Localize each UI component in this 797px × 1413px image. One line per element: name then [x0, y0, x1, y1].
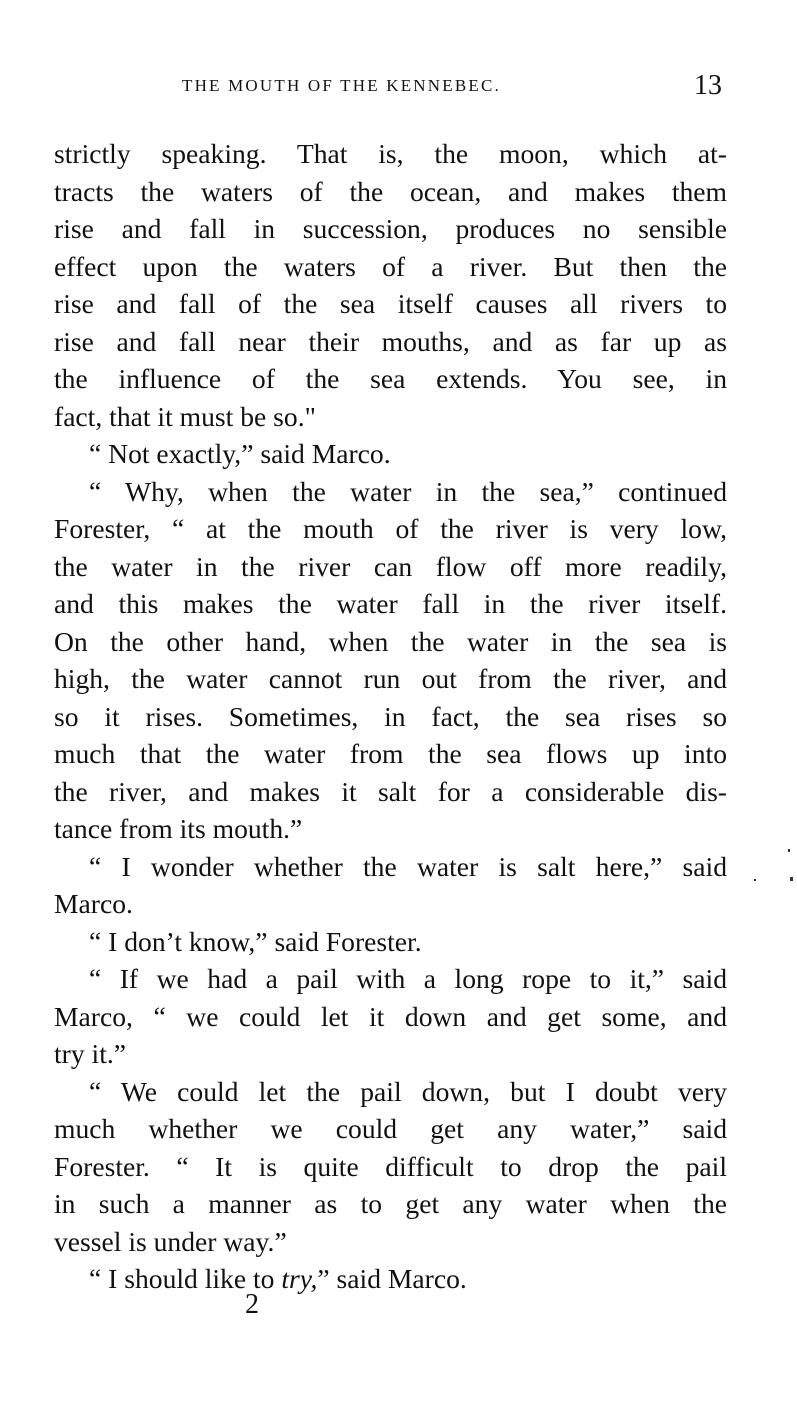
text-line: “ I don’t know,” said Forester.	[89, 925, 422, 957]
text-line: “ Not exactly,” said Marco.	[89, 438, 391, 469]
text-line: fact, that it must be so."	[54, 400, 316, 432]
text-line: so it rises. Sometimes, in fact, the sea rises so	[54, 700, 727, 732]
text-line: tance from its mouth.”	[54, 813, 303, 844]
text-line: Forester. “ It is quite difficult to drop the pail	[54, 1150, 727, 1182]
text-line: in such a manner as to get any water when the	[54, 1188, 727, 1219]
text-line: high, the water cannot run out from the river, and	[54, 663, 727, 694]
text-line: the influence of the sea extends. You see, in	[54, 363, 727, 394]
text-line: On the other hand, when the water in the sea is	[54, 625, 727, 657]
text-line: much that the water from the sea flows up into	[54, 738, 727, 769]
text-line: “ We could let the pail down, but I doubt very	[89, 1075, 727, 1107]
text-line: rise and fall of the sea itself causes all rivers to	[54, 288, 727, 319]
body-text	[54, 135, 727, 1298]
page-number: 13	[694, 70, 722, 101]
running-head: THE MOUTH OF THE KENNEBEC.	[182, 76, 501, 95]
print-speck	[790, 877, 793, 881]
text-line: Marco, “ we could let it down and get some, and	[54, 1000, 727, 1032]
text-line: Marco.	[54, 888, 133, 919]
text-line: effect upon the waters of a river. But then the	[54, 250, 727, 282]
text-line: vessel is under way.”	[54, 1225, 287, 1257]
text-line	[54, 1260, 727, 1298]
text-line: the water in the river can flow off more readily,	[54, 550, 727, 582]
signature-mark: 2	[245, 1289, 259, 1320]
print-speck	[754, 879, 756, 881]
text-line: “ If we had a pail with a long rope to it,” said	[89, 963, 727, 994]
text-segment: “ I should like to	[89, 1263, 282, 1294]
emphasized-word: try,	[281, 1263, 318, 1294]
text-line: Forester, “ at the mouth of the river is very low,	[54, 513, 727, 544]
text-line: much whether we could get any water,” said	[54, 1113, 727, 1144]
text-line: try it.”	[54, 1038, 127, 1069]
text-line: and this makes the water fall in the river itself.	[54, 588, 727, 619]
text-line: rise and fall in succession, produces no sensible	[54, 213, 727, 244]
text-line: tracts the waters of the ocean, and makes them	[54, 175, 727, 207]
text-line: the river, and makes it salt for a considerable dis-	[54, 775, 727, 807]
print-speck	[788, 849, 790, 852]
text-line: rise and fall near their mouths, and as far up as	[54, 325, 727, 357]
text-line: “ Why, when the water in the sea,” continued	[89, 475, 727, 507]
text-line: strictly speaking. That is, the moon, which at-	[54, 138, 727, 169]
text-line: “ I wonder whether the water is salt here,” said	[89, 850, 727, 882]
text-segment: ” said Marco.	[317, 1263, 467, 1294]
